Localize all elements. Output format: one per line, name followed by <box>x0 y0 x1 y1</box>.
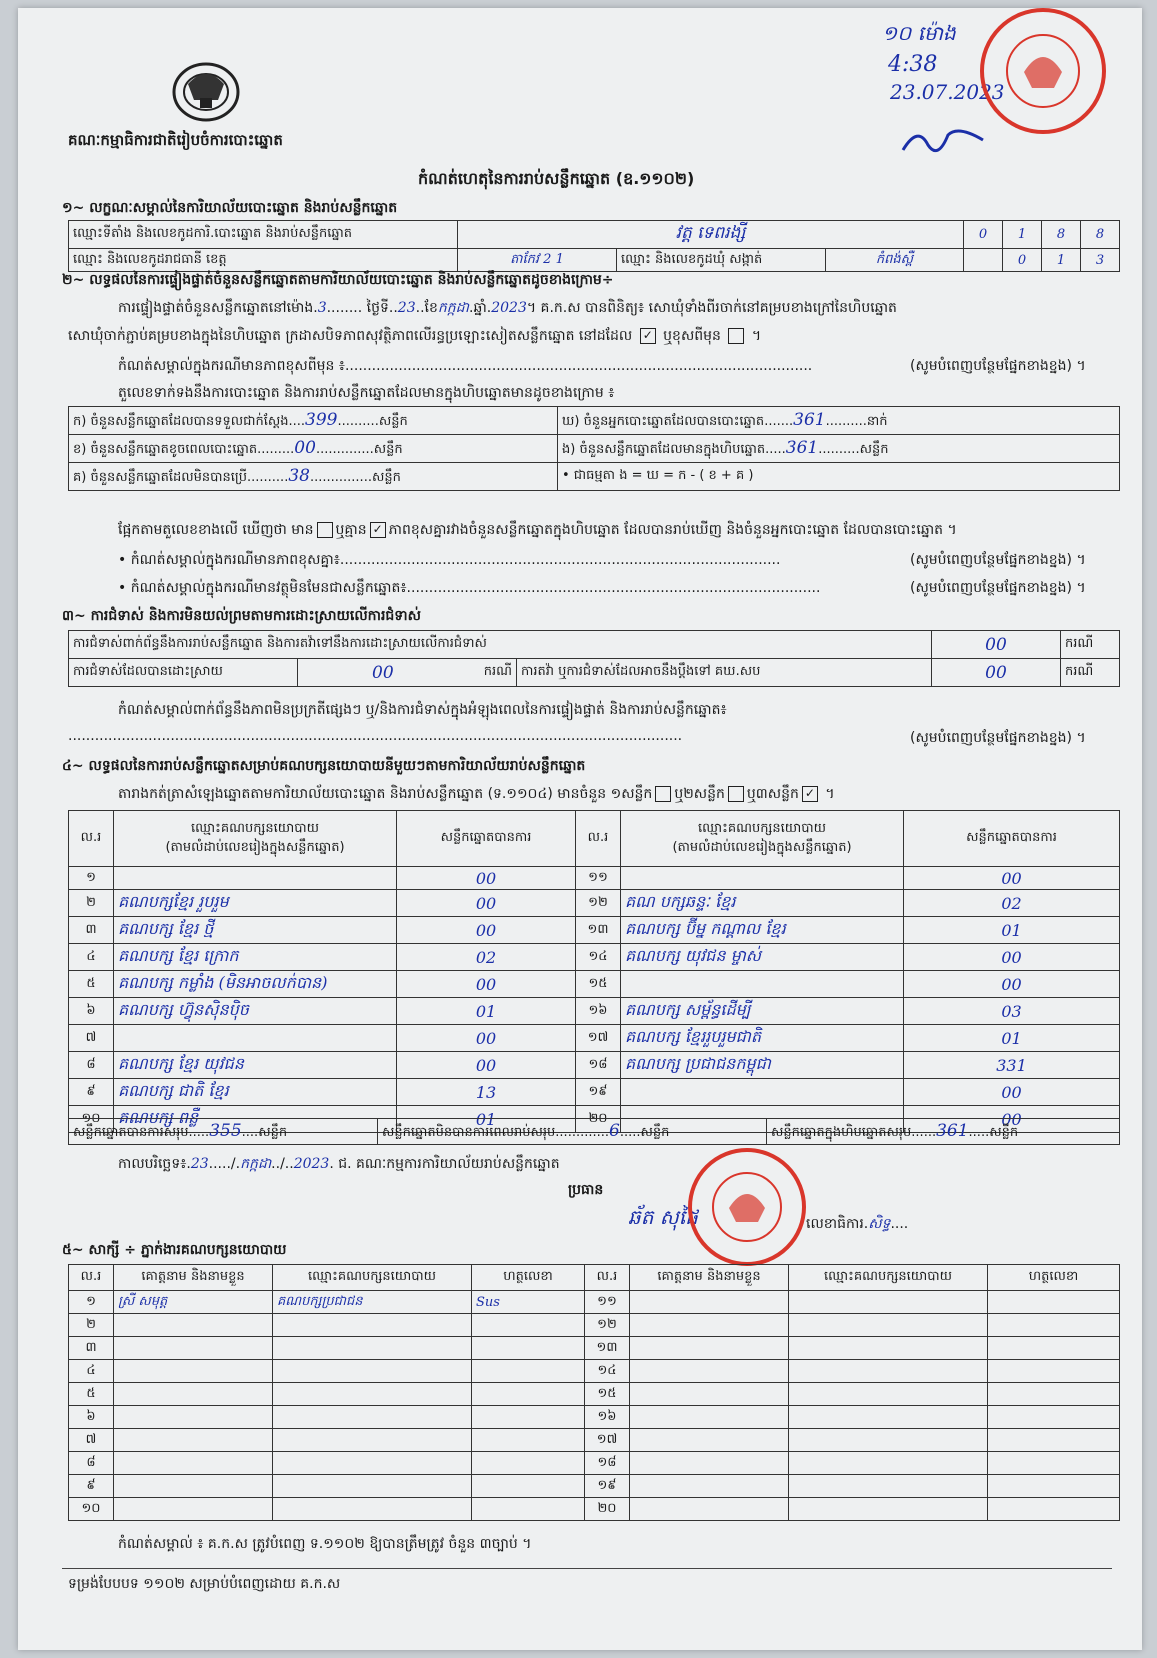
party-name <box>114 1025 397 1052</box>
witness-signature <box>472 1406 585 1429</box>
witness-name: ស្រី សមុត្ត <box>114 1291 273 1314</box>
col-votes-header: សន្លឹកឆ្នោតបានការ <box>397 811 576 867</box>
party-name: គណបក្ស យុវជន ម្ចាស់ <box>621 944 904 971</box>
witness-signature <box>472 1360 585 1383</box>
president-label: ប្រធាន <box>568 1182 604 1198</box>
witness-name <box>630 1452 789 1475</box>
party-votes: 00 <box>397 971 576 998</box>
witness-party <box>273 1475 472 1498</box>
difference-line <box>118 520 957 541</box>
witness-row <box>69 1360 1120 1383</box>
witness-row <box>69 1406 1120 1429</box>
three-sheet-label: ឬ៣សន្លឹក <box>746 786 799 802</box>
party-name: គណបក្ស ខ្មែររួបរួមជាតិ <box>621 1025 904 1052</box>
witness-party <box>789 1314 988 1337</box>
invalid-total-value: 6 <box>609 1120 620 1141</box>
witness-party <box>273 1452 472 1475</box>
commune-code-digit: 3 <box>1081 249 1120 272</box>
figures-table: ក) ចំនួនសន្លឹកឆ្នោតដែលបានទទួលជាក់ស្តែង....399..........សន្លឹក ឃ) ចំនួនអ្នកបោះឆ្នោតដែលបានបោះឆ្នោត.......361..........នាក់ ខ) ចំនួនសន្លឹកឆ្នោតខូចពេលបោះឆ្នោត.........00..............សន្លឹក ង) ចំនួនសន្លឹកឆ្នោតដែលមានក្នុងហិបឆ្នោត.....361..........សន្លឹក គ) ចំនួនសន្លឹកឆ្នោតដែលមិនបានប្រើ..........38...............សន្លឹក • ជាធម្មតា ង = ឃ = ក - ( ខ + គ ) <box>68 406 1120 491</box>
witness-signature <box>472 1337 585 1360</box>
box-total-value: 361 <box>936 1120 969 1141</box>
col-party-header: ឈ្មោះគណបក្សនយោបាយ <box>698 820 826 836</box>
commune-code-digit: 0 <box>1003 249 1042 272</box>
fill-more-note: (សូមបំពេញបន្ថែមផ្នែកខាងខ្នង) ។ <box>910 730 1086 746</box>
party-name: គណបក្សខ្មែរ រួបរួម <box>114 890 397 917</box>
witness-row <box>69 1498 1120 1521</box>
witness-name <box>630 1360 789 1383</box>
formula-note: • ជាធម្មតា ង = ឃ = ក - ( ខ + គ ) <box>562 468 754 483</box>
witness-row <box>69 1452 1120 1475</box>
section2-heading: ២~ លទ្ធផលនៃការផ្ទៀងផ្ទាត់ចំនួនសន្លឹកឆ្នោតតាមការិយាល័យបោះឆ្នោត និងរាប់សន្លឹកឆ្នោតដូចខាងក្រោម÷ <box>62 272 614 288</box>
seal-status-text: សោឃុំចាក់ភ្ជាប់គម្របខាងក្នុងនៃហិបឆ្នោត ក្រដាសបិទភាពសុវត្ថិភាពលើរន្ធប្រឡោះសៀតសន្លឹកឆ្នោត នៅដដែល <box>68 328 633 344</box>
witness-col-no: ល.រ <box>69 1265 114 1291</box>
witness-party <box>789 1429 988 1452</box>
results-row <box>69 971 1120 998</box>
province-code-digit: 1 <box>555 251 564 267</box>
witness-number: ១៨ <box>585 1452 630 1475</box>
witness-signature <box>472 1429 585 1452</box>
witness-number: ៣ <box>69 1337 114 1360</box>
party-number: ១៩ <box>576 1079 621 1106</box>
witness-col-signature: ហត្ថលេខា <box>988 1265 1120 1291</box>
org-name: គណៈកម្មាធិការជាតិរៀបចំការបោះឆ្នោត <box>68 131 283 149</box>
party-number: ១៦ <box>576 998 621 1025</box>
party-number: ៥ <box>69 971 114 998</box>
location-name-value: វត្ត ទេពរង្សី <box>675 223 746 243</box>
diff-bullet-label: • កំណត់សម្គាល់ក្នុងករណីមានភាពខុសគ្នា៖ <box>118 552 340 568</box>
witness-number: ៨ <box>69 1452 114 1475</box>
section3-heading: ៣~ ការជំទាស់ និងការមិនយល់ព្រមតាមការដោះស្រាយលើការជំទាស់ <box>62 608 421 624</box>
witness-signature <box>988 1498 1120 1521</box>
unit-label: នាក់ <box>866 413 888 429</box>
totals-table: សន្លឹកឆ្នោតបានការសរុប.....355....សន្លឹក សន្លឹកឆ្នោតមិនបានការពេលរាប់សរុប.............6.....សន្លឹក សន្លឹកឆ្នោតក្នុងហិបឆ្នោតសរុប......361.....សន្លឹក <box>68 1118 1120 1145</box>
party-votes: 00 <box>397 917 576 944</box>
witness-name <box>630 1429 789 1452</box>
witness-signature: Sus <box>472 1291 585 1314</box>
party-name <box>114 867 397 890</box>
witness-party <box>789 1291 988 1314</box>
witness-name <box>114 1337 273 1360</box>
fill-more-note: (សូមបំពេញបន្ថែមផ្នែកខាងខ្នង) ។ <box>910 358 1086 374</box>
witness-party <box>789 1337 988 1360</box>
unit-label: សន្លឹក <box>378 413 408 429</box>
col-party-subheader: (តាមលំដាប់លេខរៀងក្នុងសន្លឹកឆ្នោត) <box>672 839 852 855</box>
province-value: តាកែវ <box>510 251 540 267</box>
witness-number: ៧ <box>69 1429 114 1452</box>
party-name: គណបក្ស សម្ព័ន្ធដើម្បី <box>621 998 904 1025</box>
unit-label: សន្លឹក <box>859 441 889 457</box>
party-votes: 00 <box>397 1025 576 1052</box>
case-unit: ករណី <box>483 663 512 679</box>
party-name: គណបក្ស ហ៊្វុនស៊ិនប៉ិច <box>114 998 397 1025</box>
complaints-label: ការជំទាស់ពាក់ព័ន្ធនឹងការរាប់សន្លឹកឆ្នោត និងការតវ៉ាទៅនឹងការដោះស្រាយលើការជំទាស់ <box>69 631 932 659</box>
party-votes: 01 <box>397 1106 576 1133</box>
witness-name <box>114 1406 273 1429</box>
party-votes: 03 <box>904 998 1120 1025</box>
diff-note-line: កំណត់សម្គាល់ក្នុងករណីមានភាពខុសពីមុន ៖......................................................................................................... <box>118 358 813 374</box>
appeal-value: 00 <box>932 659 1061 687</box>
witness-col-name: គោត្តនាម និងនាមខ្លួន <box>114 1265 273 1291</box>
footer-divider <box>62 1568 1112 1569</box>
party-votes: 02 <box>397 944 576 971</box>
witness-table <box>68 1264 1120 1521</box>
difference-text-c: ភាពខុសគ្នារវាងចំនួនសន្លឹកឆ្នោតក្នុងហិបឆ្នោត ដែលបានរាប់ឃើញ និងចំនួនអ្នកបោះឆ្នោត ដែលបានបោះឆ្នោត ។ <box>388 522 957 538</box>
party-votes: 02 <box>904 890 1120 917</box>
spoiled-ballots-label: ខ) ចំនួនសន្លឹកឆ្នោតខូចពេលបោះឆ្នោត <box>73 441 258 457</box>
witness-signature <box>988 1360 1120 1383</box>
party-name: គណបក្ស ជាតិ ខ្មែរ <box>114 1079 397 1106</box>
party-number: ១៥ <box>576 971 621 998</box>
party-votes: 01 <box>397 998 576 1025</box>
unit-label: សន្លឹក <box>640 1124 670 1140</box>
three-sheet-checkbox[interactable]: ✓ <box>802 786 818 802</box>
party-votes: 331 <box>904 1052 1120 1079</box>
witness-name <box>630 1291 789 1314</box>
unit-label: សន្លឹក <box>373 441 403 457</box>
section1-heading: ១~ លក្ខណៈសម្គាល់នៃការិយាល័យបោះឆ្នោត និងរាប់សន្លឹកឆ្នោត <box>62 200 398 216</box>
changed-checkbox[interactable] <box>728 328 744 344</box>
verification-line1: ការផ្ទៀងផ្ទាត់ចំនួនសន្លឹកឆ្នោតនៅម៉ោង.3........ ថ្ងៃទី..23..ខែកក្កដា.ឆ្នាំ.2023។ គ.ក.ស បានពិនិត្យ៖ សោឃុំទាំងពីរចាក់នៅគម្របខាងក្រៅនៃហិបឆ្នោត <box>118 300 897 316</box>
witness-signature <box>988 1406 1120 1429</box>
party-name <box>621 1079 904 1106</box>
witness-party <box>789 1360 988 1383</box>
received-ballots-label: ក) ចំនួនសន្លឹកឆ្នោតដែលបានទទួលជាក់ស្តែង <box>73 413 289 429</box>
complaints-value: 00 <box>932 631 1061 659</box>
witness-signature <box>988 1314 1120 1337</box>
party-number: ១៤ <box>576 944 621 971</box>
location-code-digit: 1 <box>1003 221 1042 249</box>
verify-day: 23 <box>397 300 416 316</box>
party-name: គណបក្ស ពន្លឺ <box>114 1106 397 1133</box>
voters-value: 361 <box>793 409 826 430</box>
party-number: ២០ <box>576 1106 621 1133</box>
party-number: ២ <box>69 890 114 917</box>
witness-number: ១៥ <box>585 1383 630 1406</box>
commune-code-digit: 1 <box>1042 249 1081 272</box>
secretary-line: លេខាធិការ.សិទ្ធ.... <box>806 1216 909 1232</box>
witness-number: ១១ <box>585 1291 630 1314</box>
verify-time-label: ការផ្ទៀងផ្ទាត់ចំនួនសន្លឹកឆ្នោតនៅម៉ោង <box>118 300 314 316</box>
witness-party: គណបក្សប្រជាជន <box>273 1291 472 1314</box>
two-sheet-label: ឬ២សន្លឹក <box>674 786 725 802</box>
witness-name <box>114 1475 273 1498</box>
witness-party <box>789 1452 988 1475</box>
results-row <box>69 1079 1120 1106</box>
witness-signature <box>472 1314 585 1337</box>
witness-col-party: ឈ្មោះគណបក្សនយោបាយ <box>789 1265 988 1291</box>
unused-ballots-label: គ) ចំនួនសន្លឹកឆ្នោតដែលមិនបានប្រើ <box>73 469 247 485</box>
witness-number: ១២ <box>585 1314 630 1337</box>
results-row <box>69 867 1120 890</box>
witness-party <box>273 1360 472 1383</box>
document-page <box>18 8 1142 1650</box>
results-row <box>69 1052 1120 1079</box>
results-row <box>69 998 1120 1025</box>
witness-name <box>630 1475 789 1498</box>
witness-party <box>789 1498 988 1521</box>
witness-signature <box>472 1383 585 1406</box>
fill-more-note: (សូមបំពេញបន្ថែមផ្នែកខាងខ្នង) ។ <box>910 580 1086 596</box>
results-row <box>69 917 1120 944</box>
party-votes: 01 <box>904 1025 1120 1052</box>
witness-signature <box>988 1452 1120 1475</box>
witness-party <box>273 1337 472 1360</box>
party-number: ១៧ <box>576 1025 621 1052</box>
footer-form-note: ទម្រង់បែបបទ ១១០២ សម្រាប់បំពេញដោយ គ.ក.ស <box>68 1576 341 1592</box>
witness-name <box>114 1314 273 1337</box>
witness-number: ៦ <box>69 1406 114 1429</box>
witness-name <box>630 1314 789 1337</box>
voters-label: ឃ) ចំនួនអ្នកបោះឆ្នោតដែលបានបោះឆ្នោត <box>562 413 765 429</box>
party-number: ១៨ <box>576 1052 621 1079</box>
party-number: ៧ <box>69 1025 114 1052</box>
results-row <box>69 944 1120 971</box>
witness-number: ៥ <box>69 1383 114 1406</box>
col-party-subheader: (តាមលំដាប់លេខរៀងក្នុងសន្លឹកឆ្នោត) <box>165 839 345 855</box>
witness-col-signature: ហត្ថលេខា <box>472 1265 585 1291</box>
witness-signature <box>988 1429 1120 1452</box>
witness-name <box>630 1406 789 1429</box>
location-code-digit: 8 <box>1042 221 1081 249</box>
witness-name <box>114 1360 273 1383</box>
witness-party <box>789 1383 988 1406</box>
witness-number: ៩ <box>69 1475 114 1498</box>
same-checkbox[interactable]: ✓ <box>640 328 656 344</box>
unit-label: សន្លឹក <box>371 469 401 485</box>
col-votes-header: សន្លឹកឆ្នោតបានការ <box>904 811 1120 867</box>
box-ballots-value: 361 <box>785 437 819 458</box>
witness-signature <box>988 1337 1120 1360</box>
valid-total-value: 355 <box>209 1120 242 1141</box>
president-signature: ឆ័ត សុផៃ <box>628 1205 698 1229</box>
witness-name <box>630 1383 789 1406</box>
party-name <box>621 971 904 998</box>
witness-signature <box>988 1291 1120 1314</box>
official-stamp-committee <box>688 1148 806 1266</box>
witness-number: ១៤ <box>585 1360 630 1383</box>
witness-row <box>69 1475 1120 1498</box>
witness-party <box>273 1383 472 1406</box>
resolved-label: ការជំទាស់ដែលបានដោះស្រាយ <box>69 659 298 687</box>
commune-label: ឈ្មោះ និងលេខកូដឃុំ សង្កាត់ <box>617 249 826 272</box>
witness-signature <box>988 1475 1120 1498</box>
witness-party <box>789 1406 988 1429</box>
changed-label: ឬខុសពីមុន <box>663 328 721 344</box>
witness-name <box>114 1383 273 1406</box>
witness-signature <box>472 1452 585 1475</box>
witness-name <box>630 1337 789 1360</box>
received-ballots-value: 399 <box>305 409 338 430</box>
date-day: 23 <box>190 1156 209 1172</box>
case-unit: ករណី <box>1061 631 1120 659</box>
has-difference-checkbox[interactable] <box>317 522 333 538</box>
party-votes: 00 <box>397 890 576 917</box>
diff-note-label: កំណត់សម្គាល់ក្នុងករណីមានភាពខុសពីមុន ៖ <box>118 358 345 374</box>
results-table <box>68 810 1120 1133</box>
difference-text-a: ផ្អែកតាមតួលេខខាងលើ ឃើញថា មាន <box>118 522 314 538</box>
party-number: ១៣ <box>576 917 621 944</box>
witness-number: ១៣ <box>585 1337 630 1360</box>
party-name: គណបក្ស ប្រជាជនកម្ពុជា <box>621 1052 904 1079</box>
invalid-total-label: សន្លឹកឆ្នោតមិនបានការពេលរាប់សរុប <box>382 1124 556 1140</box>
hw-receive-date: 23.07.2023 <box>890 80 1005 104</box>
witness-col-no: ល.រ <box>585 1265 630 1291</box>
location-name-label: ឈ្មោះទីតាំង និងលេខកូដការិ.បោះឆ្នោត និងរាប់សន្លឹកឆ្នោត <box>69 221 458 249</box>
valid-total-label: សន្លឹកឆ្នោតបានការសរុប <box>73 1124 189 1140</box>
party-number: ៩ <box>69 1079 114 1106</box>
witness-party <box>273 1406 472 1429</box>
irregularity-note: កំណត់សម្គាល់ពាក់ព័ន្ធនឹងភាពមិនប្រក្រតីផ្សេងៗ ឬ/និងការជំទាស់ក្នុងអំឡុងពេលនៃការផ្ទៀងផ្ទាត់ និងការរាប់សន្លឹកឆ្នោត៖ <box>118 702 727 718</box>
party-name: គណបក្ស ខ្មែរ ថ្មី <box>114 917 397 944</box>
results-row <box>69 890 1120 917</box>
location-table <box>68 220 1120 272</box>
col-no-header: ល.រ <box>69 811 114 867</box>
party-name <box>621 867 904 890</box>
col-party-header: ឈ្មោះគណបក្សនយោបាយ <box>191 820 319 836</box>
hw-receive-hour: 4:38 <box>888 52 938 77</box>
party-number: ៦ <box>69 998 114 1025</box>
box-total-label: សន្លឹកឆ្នោតក្នុងហិបឆ្នោតសរុប <box>771 1124 912 1140</box>
party-name: គណបក្ស កម្លាំង (មិនអាចលក់បាន) <box>114 971 397 998</box>
date-line: កាលបរិច្ឆេទ៖.23...../.កក្កដា../..2023. ជ. គណៈកម្មការការិយាល័យរាប់សន្លឹកឆ្នោត <box>118 1156 560 1172</box>
party-number: ១២ <box>576 890 621 917</box>
hw-signature-top <box>898 120 988 160</box>
date-label: កាលបរិច្ឆេទ៖ <box>118 1156 187 1172</box>
secretary-signature: សិទ្ធ <box>868 1216 891 1232</box>
party-name: គណបក្ស ខ្មែរ យុវជន <box>114 1052 397 1079</box>
verify-day-label: ថ្ងៃទី <box>366 300 389 316</box>
no-difference-checkbox[interactable]: ✓ <box>370 522 386 538</box>
witness-number: ១៧ <box>585 1429 630 1452</box>
witness-row <box>69 1337 1120 1360</box>
witness-number: ១ <box>69 1291 114 1314</box>
col-no-header: ល.រ <box>576 811 621 867</box>
party-name: គណ បក្សឆន្ទៈ ខ្មែរ <box>621 890 904 917</box>
verify-hour: 3 <box>317 300 327 316</box>
witness-signature <box>472 1498 585 1521</box>
party-number: ៣ <box>69 917 114 944</box>
witness-col-party: ឈ្មោះគណបក្សនយោបាយ <box>273 1265 472 1291</box>
party-votes: 00 <box>904 1079 1120 1106</box>
date-month: កក្កដា <box>240 1156 272 1172</box>
location-code-digit: 0 <box>964 221 1003 249</box>
witness-name <box>630 1498 789 1521</box>
witness-name <box>114 1452 273 1475</box>
witness-party <box>273 1498 472 1521</box>
witness-party <box>273 1314 472 1337</box>
resolved-value: 00 <box>372 662 394 683</box>
secretary-label: លេខាធិការ <box>806 1216 864 1232</box>
official-stamp-top <box>980 8 1106 134</box>
location-code-digit: 8 <box>1081 221 1120 249</box>
witness-row <box>69 1383 1120 1406</box>
witness-name <box>114 1498 273 1521</box>
verify-year-label: ឆ្នាំ <box>473 300 487 316</box>
object-bullet-label: • កំណត់សម្គាល់ក្នុងករណីមានវត្ថុមិនមែនជាសន្លឹកឆ្នោត៖ <box>118 580 407 596</box>
witness-signature <box>472 1475 585 1498</box>
party-votes: 00 <box>904 867 1120 890</box>
witness-number: ១៩ <box>585 1475 630 1498</box>
committee-label: ជ. គណៈកម្មការការិយាល័យរាប់សន្លឹកឆ្នោត <box>338 1156 560 1172</box>
no-difference-label: ឬគ្មាន <box>335 522 367 538</box>
appeal-label: ការតវ៉ា ឬការជំទាស់ដែលអាចនឹងប្តឹងទៅ គឃ.សប <box>517 659 932 687</box>
party-votes: 00 <box>397 867 576 890</box>
party-number: ១១ <box>576 867 621 890</box>
object-bullet-line: • កំណត់សម្គាល់ក្នុងករណីមានវត្ថុមិនមែនជាសន្លឹកឆ្នោត៖............................................................................................. <box>118 580 821 596</box>
party-name: គណបក្ស ខ្មែរ ក្រោក <box>114 944 397 971</box>
spoiled-ballots-value: 00 <box>294 437 316 458</box>
witness-row <box>69 1291 1120 1314</box>
case-unit: ករណី <box>1061 659 1120 687</box>
date-year: 2023 <box>293 1156 330 1172</box>
party-number: ១០ <box>69 1106 114 1133</box>
verify-year: 2023 <box>491 300 527 316</box>
witness-note: កំណត់សម្គាល់ ៖ គ.ក.ស ត្រូវបំពេញ ទ.១១០២ ឱ្យបានត្រឹមត្រូវ ចំនួន ៣ច្បាប់ ។ <box>118 1536 532 1552</box>
province-code-digit: 2 <box>543 251 552 267</box>
party-votes: 01 <box>904 917 1120 944</box>
verify-text: ។ គ.ក.ស បានពិនិត្យ៖ សោឃុំទាំងពីរចាក់នៅគម្របខាងក្រៅនៃហិបឆ្នោត <box>526 300 897 316</box>
tally-sheet-text: តារាងកត់ត្រាសំឡេងឆ្នោតតាមការិយាល័យបោះឆ្នោត និងរាប់សន្លឹកឆ្នោត (ទ.១១០៤) មានចំនួន ១សន្លឹក <box>118 786 653 802</box>
unused-ballots-value: 38 <box>288 465 310 486</box>
province-label: ឈ្មោះ និងលេខកូដរាជធានី ខេត្ត <box>73 251 227 267</box>
hw-receive-time: ១០ ម៉ោង <box>882 21 956 45</box>
party-number: ៤ <box>69 944 114 971</box>
witness-col-name: គោត្តនាម និងនាមខ្លួន <box>630 1265 789 1291</box>
witness-number: ១០ <box>69 1498 114 1521</box>
party-votes: 00 <box>904 1106 1120 1133</box>
diff-bullet-line: • កំណត់សម្គាល់ក្នុងករណីមានភាពខុសគ្នា៖................................................................................................... <box>118 552 781 568</box>
irregularity-dots: .......................................................................................................................................... <box>68 728 683 744</box>
witness-row <box>69 1314 1120 1337</box>
witness-party <box>789 1475 988 1498</box>
nec-emblem-icon <box>166 54 246 124</box>
one-sheet-checkbox[interactable] <box>655 786 671 802</box>
results-row <box>69 1025 1120 1052</box>
unit-label: សន្លឹក <box>989 1124 1019 1140</box>
party-votes: 00 <box>904 944 1120 971</box>
party-votes: 00 <box>904 971 1120 998</box>
tally-sheet-line: តារាងកត់ត្រាសំឡេងឆ្នោតតាមការិយាល័យបោះឆ្នោត និងរាប់សន្លឹកឆ្នោត (ទ.១១០៤) មានចំនួន ១សន្លឹក ឬ២សន្លឹក ឬ៣សន្លឹក ✓ ។ <box>118 786 835 802</box>
verify-month: កក្កដា <box>437 300 469 316</box>
witness-number: ២០ <box>585 1498 630 1521</box>
unit-label: សន្លឹក <box>258 1124 288 1140</box>
form-title: កំណត់ហេតុនៃការរាប់សន្លឹកឆ្នោត (ឧ.១១០២) <box>418 169 695 188</box>
fill-more-note: (សូមបំពេញបន្ថែមផ្នែកខាងខ្នង) ។ <box>910 552 1086 568</box>
commune-value: កំពង់ស្ពឺ <box>875 251 914 267</box>
verification-line2: សោឃុំចាក់ភ្ជាប់គម្របខាងក្នុងនៃហិបឆ្នោត ក្រដាសបិទភាពសុវត្ថិភាពលើរន្ធប្រឡោះសៀតសន្លឹកឆ្នោត នៅដដែល ✓ ឬខុសពីមុន ។ <box>68 328 762 344</box>
witness-number: ៤ <box>69 1360 114 1383</box>
witness-party <box>273 1429 472 1452</box>
box-ballots-label: ង) ចំនួនសន្លឹកឆ្នោតដែលមានក្នុងហិបឆ្នោត <box>562 441 766 457</box>
party-votes: 00 <box>397 1052 576 1079</box>
section5-heading: ៥~ សាក្សី ÷ ភ្នាក់ងារគណបក្សនយោបាយ <box>62 1242 287 1258</box>
party-number: ១ <box>69 867 114 890</box>
witness-number: ១៦ <box>585 1406 630 1429</box>
party-votes: 13 <box>397 1079 576 1106</box>
figures-intro: តួលេខទាក់ទងនឹងការបោះឆ្នោត និងការរាប់សន្លឹកឆ្នោតដែលមានក្នុងហិបឆ្នោតមានដូចខាងក្រោម ៖ <box>118 385 615 401</box>
witness-number: ២ <box>69 1314 114 1337</box>
section4-heading: ៤~ លទ្ធផលនៃការរាប់សន្លឹកឆ្នោតសម្រាប់គណបក្សនយោបាយនីមួយៗតាមការិយាល័យរាប់សន្លឹកឆ្នោត <box>62 758 586 774</box>
party-number: ៨ <box>69 1052 114 1079</box>
witness-signature <box>988 1383 1120 1406</box>
witness-row <box>69 1429 1120 1452</box>
verify-month-label: ខែ <box>424 300 438 316</box>
party-name: គណបក្ស ប៊ីម្ន កណ្តាល ខ្មែរ <box>621 917 904 944</box>
two-sheet-checkbox[interactable] <box>728 786 744 802</box>
witness-name <box>114 1429 273 1452</box>
complaints-table <box>68 630 1120 687</box>
